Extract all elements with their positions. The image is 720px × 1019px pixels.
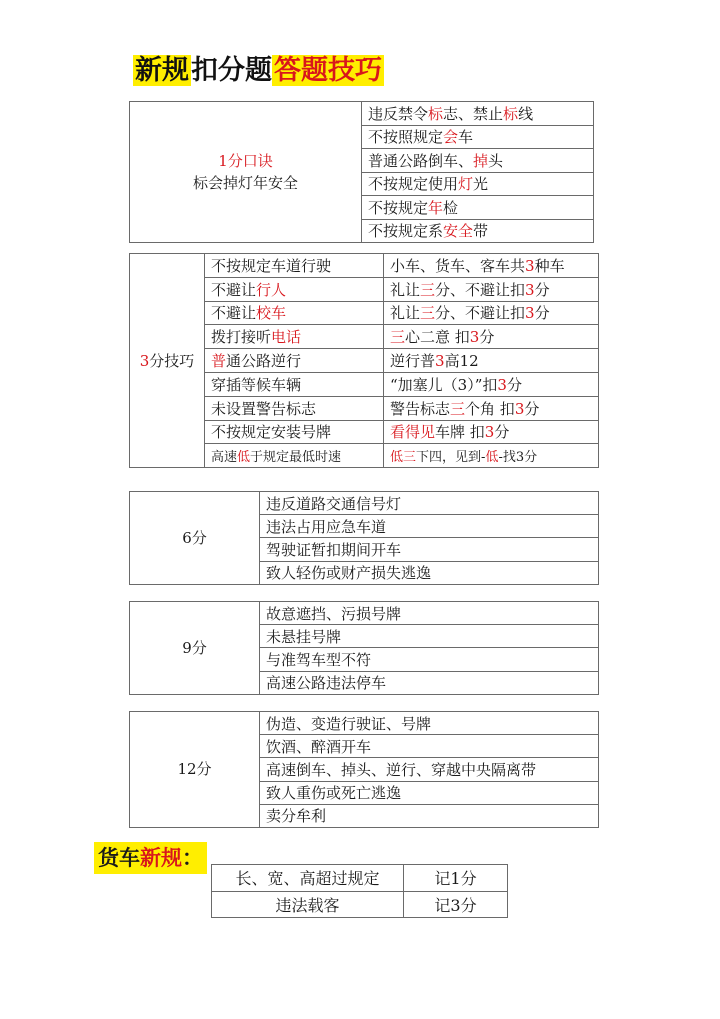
- truck-title-red: 新规: [140, 846, 182, 870]
- tip-text: 分、不避让扣: [435, 280, 526, 299]
- rule-key: 灯: [458, 175, 474, 194]
- six-point-table: [129, 491, 599, 585]
- violation-key: 校车: [256, 304, 287, 323]
- violation-cell: [260, 712, 599, 735]
- three-point-label-cell: [130, 254, 205, 468]
- truck-item-cell: [212, 891, 404, 918]
- violation-text: 致人轻伤或财产损失逃逸: [266, 564, 432, 583]
- violation-text: 拨打接听: [211, 328, 272, 347]
- one-point-mnemonic: 标会掉灯年安全: [192, 174, 298, 192]
- violation-text: 高速: [211, 450, 238, 466]
- violation-text: 高速倒车、掉头、逆行、穿越中央隔离带: [266, 760, 537, 779]
- twelve-point-table: [129, 711, 599, 828]
- title-part-3: 答题技巧: [274, 55, 382, 86]
- violation-cell: [260, 492, 599, 515]
- tip-key: 3: [484, 423, 495, 442]
- violation-text: 不避让: [211, 280, 257, 299]
- violation-text: 与准驾车型不符: [266, 650, 372, 669]
- three-point-label-num: 3: [139, 351, 150, 370]
- violation-cell: [260, 515, 599, 538]
- violation-cell: [205, 254, 384, 278]
- tip-key: 三: [420, 280, 436, 299]
- violation-cell: [205, 277, 384, 301]
- violation-text: 不按规定安装号牌: [211, 423, 332, 442]
- violation-cell: [205, 301, 384, 325]
- tip-text: 分: [534, 304, 550, 323]
- violation-text: 违反道路交通信号灯: [266, 494, 402, 513]
- truck-section-title: [94, 842, 207, 874]
- nine-point-table: [129, 601, 599, 695]
- violation-cell: [260, 735, 599, 758]
- violation-text: 高速公路违法停车: [266, 674, 387, 693]
- rule-text: 检: [443, 198, 459, 217]
- tip-key: 3: [525, 304, 535, 323]
- tip-text: 礼让: [390, 280, 421, 299]
- violation-cell: [260, 538, 599, 561]
- truck-item-cell: [212, 865, 404, 892]
- rule-text: 线: [518, 104, 534, 123]
- rule-text: 不按规定系: [368, 222, 444, 241]
- tip-cell: [384, 444, 599, 468]
- violation-cell: [260, 781, 599, 804]
- truck-points-cell: [404, 865, 508, 892]
- rule-key: 标: [503, 104, 519, 123]
- rule-text: 车: [458, 128, 474, 147]
- title-part-2: 扣分题: [191, 55, 272, 86]
- tip-cell: [384, 325, 599, 349]
- tip-key: 三: [390, 328, 406, 347]
- violation-key: 低: [237, 450, 251, 466]
- table-row: [130, 102, 594, 126]
- three-point-table: [129, 253, 599, 468]
- one-point-rule: [362, 219, 594, 243]
- tip-key: 看得见: [390, 423, 436, 442]
- tip-text: 分: [524, 399, 540, 418]
- tip-key: 3: [435, 352, 445, 371]
- violation-cell: [260, 758, 599, 781]
- violation-text: 通公路逆行: [226, 352, 302, 371]
- tip-text: 警告标志: [390, 399, 451, 418]
- rule-text: 不按规定: [368, 198, 429, 217]
- rule-text: 不按照规定: [368, 128, 444, 147]
- violation-key: 普: [211, 352, 227, 371]
- one-point-label-cell: [130, 102, 362, 243]
- tip-key: 3: [469, 328, 480, 347]
- violation-cell: [205, 372, 384, 396]
- rule-key: 安全: [443, 222, 474, 241]
- nine-point-label: 9分: [182, 638, 207, 657]
- table-row: [130, 492, 599, 515]
- tip-key: 3: [525, 280, 535, 299]
- violation-text: 饮酒、醉酒开车: [266, 737, 372, 756]
- one-point-rule: [362, 172, 594, 196]
- violation-text: 故意遮挡、污损号牌: [266, 604, 402, 623]
- violation-cell: [260, 602, 599, 625]
- truck-points-cell: [404, 891, 508, 918]
- rule-text: 违反禁令: [368, 104, 429, 123]
- truck-item: 长、宽、高超过规定: [235, 869, 380, 889]
- violation-text: 不避让: [211, 304, 257, 323]
- violation-text: 卖分牟利: [266, 807, 327, 826]
- violation-text: 未悬挂号牌: [266, 627, 342, 646]
- table-row: [130, 602, 599, 625]
- tip-text: 心二意 扣: [405, 328, 470, 347]
- truck-points: 记3分: [434, 895, 477, 915]
- tip-key: 低三: [390, 450, 417, 466]
- rule-text: 带: [473, 222, 489, 241]
- violation-cell: [260, 671, 599, 694]
- tip-cell: [384, 420, 599, 444]
- table-row: [130, 712, 599, 735]
- truck-item: 违法载客: [275, 895, 340, 915]
- tip-text: 小车、货车、客车共: [390, 256, 526, 275]
- violation-text: 伪造、变造行驶证、号牌: [266, 714, 432, 733]
- one-point-rule: [362, 149, 594, 173]
- rule-text: 不按规定使用: [368, 175, 459, 194]
- tip-key: 三: [450, 399, 466, 418]
- violation-cell: [260, 561, 599, 584]
- truck-title-pre: 货车: [98, 846, 140, 870]
- violation-text: 违法占用应急车道: [266, 517, 387, 536]
- truck-table: [211, 864, 508, 918]
- one-point-rule: [362, 196, 594, 220]
- title-part-1: 新规: [135, 55, 189, 86]
- tip-text: 高12: [444, 352, 479, 371]
- tip-text: 个角 扣: [465, 399, 515, 418]
- violation-cell: [205, 396, 384, 420]
- one-point-rule: [362, 102, 594, 126]
- one-point-rule: [362, 125, 594, 149]
- rule-key: 标: [428, 104, 444, 123]
- tip-key: 低: [485, 450, 499, 466]
- tip-key: 3: [525, 256, 535, 275]
- tip-cell: [384, 349, 599, 373]
- one-point-label: 1分口诀: [218, 152, 273, 170]
- rule-text: 志、禁止: [443, 104, 504, 123]
- violation-cell: [205, 325, 384, 349]
- rule-text: 头: [488, 151, 504, 170]
- violation-key: 行人: [256, 280, 287, 299]
- tip-cell: [384, 301, 599, 325]
- one-point-table: [129, 101, 594, 243]
- tip-text: 分: [494, 423, 510, 442]
- tip-text: 分: [534, 280, 550, 299]
- rule-key: 会: [443, 128, 459, 147]
- rule-key: 掉: [473, 151, 489, 170]
- tip-cell: [384, 277, 599, 301]
- violation-text: 穿插等候车辆: [211, 375, 302, 394]
- tip-cell: [384, 396, 599, 420]
- violation-text: 不按规定车道行驶: [211, 256, 332, 275]
- tip-text: 逆行普: [390, 352, 436, 371]
- violation-text: 驾驶证暂扣期间开车: [266, 540, 402, 559]
- page-title: [133, 51, 384, 91]
- table-row: [130, 254, 599, 278]
- violation-cell: [260, 804, 599, 827]
- tip-text: 下四，见到-: [416, 450, 486, 466]
- tip-text: -找3分: [498, 450, 538, 466]
- violation-cell: [260, 648, 599, 671]
- violation-text: 于规定最低时速: [250, 450, 342, 466]
- tip-key: 3: [514, 399, 525, 418]
- three-point-label-text: 分技巧: [149, 351, 195, 370]
- tip-key: 三: [420, 304, 436, 323]
- table-row: [212, 865, 508, 892]
- violation-cell: [205, 444, 384, 468]
- violation-cell: [205, 420, 384, 444]
- twelve-point-label-cell: [130, 712, 260, 828]
- tip-text: 分: [479, 328, 495, 347]
- violation-text: 致人重伤或死亡逃逸: [266, 784, 402, 803]
- rule-text: 普通公路倒车、: [368, 151, 474, 170]
- tip-text: “加塞儿（3）”扣: [390, 375, 498, 394]
- rule-key: 年: [428, 198, 444, 217]
- tip-cell: [384, 372, 599, 396]
- tip-text: 种车: [534, 256, 565, 275]
- six-point-label: 6分: [182, 528, 207, 547]
- violation-key: 电话: [271, 328, 302, 347]
- six-point-label-cell: [130, 492, 260, 585]
- tip-cell: [384, 254, 599, 278]
- tip-text: 分: [506, 375, 522, 394]
- tip-text: 礼让: [390, 304, 421, 323]
- twelve-point-label: 12分: [177, 760, 212, 779]
- tip-text: 车牌 扣: [435, 423, 485, 442]
- tip-key: 3: [497, 375, 507, 394]
- table-row: [212, 891, 508, 918]
- truck-title-post: ：: [182, 846, 203, 870]
- nine-point-label-cell: [130, 602, 260, 695]
- rule-text: 光: [473, 175, 489, 194]
- violation-text: 未设置警告标志: [211, 399, 317, 418]
- violation-cell: [205, 349, 384, 373]
- violation-cell: [260, 625, 599, 648]
- truck-points: 记1分: [434, 869, 477, 889]
- tip-text: 分、不避让扣: [435, 304, 526, 323]
